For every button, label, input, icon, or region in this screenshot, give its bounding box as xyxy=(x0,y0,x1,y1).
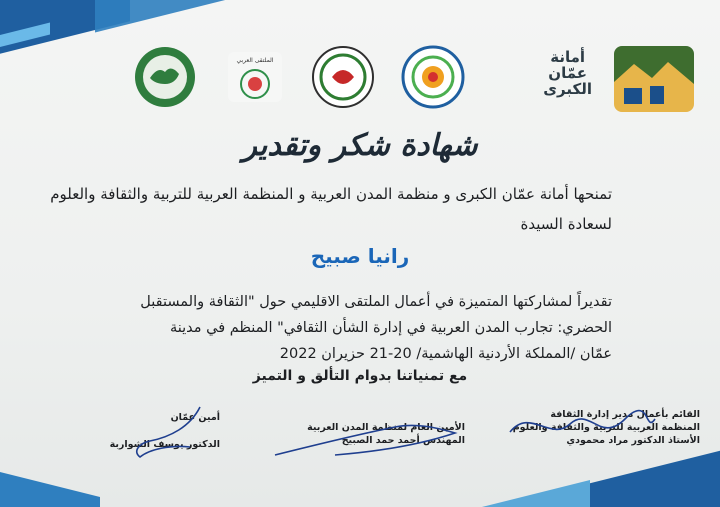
signatory-name: الدكتور يوسف الشواربة xyxy=(109,439,220,450)
decorative-corner xyxy=(570,446,720,507)
signature-block-alecso xyxy=(470,408,700,447)
grantor-line: تمنحها أمانة عمّان الكبرى و منظمة المدن العربية و المنظمة العربية للتربية والثقافة والعلوم xyxy=(50,185,612,203)
arab-towns-organization-logo xyxy=(310,44,376,110)
signatory-title: الأمين العام لمنظمة المدن العربية xyxy=(307,422,465,433)
certificate-body xyxy=(67,289,612,367)
handwritten-signature xyxy=(500,402,660,452)
amman-line1: أمانة xyxy=(550,48,586,66)
svg-text:الملتقى العربي: الملتقى العربي xyxy=(236,57,274,64)
body-line: تقديراً لمشاركتها المتميزة في أعمال الملتقى الاقليمي حول "الثقافة والمستقبل xyxy=(140,294,612,310)
recipient-name: رانيا صبيح xyxy=(310,244,410,268)
signature-block-amman-mayor xyxy=(100,411,220,451)
amman-line3: الكبرى xyxy=(543,79,592,98)
signatory-title: القائم بأعمال مدير إدارة الثقافة xyxy=(550,409,700,420)
signatory-name: الأستاذ الدكتور مراد محمودي xyxy=(566,435,700,446)
handwritten-signature xyxy=(265,417,465,467)
signatory-name: المهندس أحمد حمد الصبيح xyxy=(341,435,465,446)
signatory-title: أمين عمّان xyxy=(170,412,220,423)
handwritten-signature xyxy=(120,401,220,461)
arab-cultural-forum-logo xyxy=(222,44,288,110)
amman-line2: عمّان xyxy=(548,63,588,82)
certificate-title: شهادة شكر وتقدير xyxy=(242,128,478,163)
amman-municipality-wordmark xyxy=(543,50,592,97)
decorative-corner xyxy=(95,0,235,32)
alecso-logo xyxy=(400,44,466,110)
signature-block-arab-towns xyxy=(265,421,465,447)
decorative-corner xyxy=(0,467,100,507)
wishes-line: مع تمنياتنا بدوام التألق و التميز xyxy=(252,368,468,384)
body-line: الحضري: تجارب المدن العربية في إدارة الشأن الثقافي" المنظم في مدينة xyxy=(169,320,612,336)
arab-league-logo xyxy=(132,44,198,110)
amman-logo-icon xyxy=(610,42,698,112)
recipient-prefix: لسعادة السيدة xyxy=(520,215,612,233)
body-line: عمّان /المملكة الأردنية الهاشمية/ 20-21 حزيران 2022 xyxy=(279,346,612,362)
signatory-title: المنظمة العربية للتربية والثقافة والعلوم xyxy=(512,422,700,433)
decorative-corner xyxy=(470,480,590,507)
